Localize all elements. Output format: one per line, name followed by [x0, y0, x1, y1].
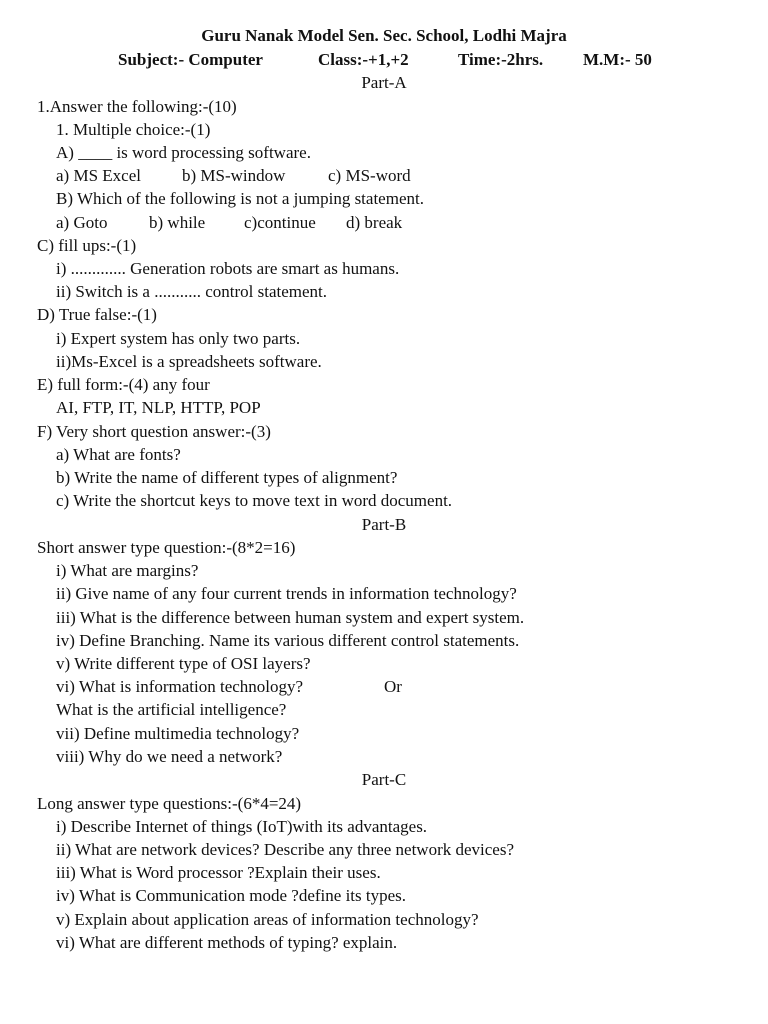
short-q-viii: viii) Why do we need a network?	[56, 747, 283, 766]
long-q-ii: ii) What are network devices? Describe any three network devices?	[56, 840, 515, 859]
class-label: Class:-+1,+2	[318, 50, 409, 69]
long-q-i: i) Describe Internet of things (IoT)with its advantages.	[56, 817, 428, 836]
short-q-ii: ii) Give name of any four current trends in information technology?	[56, 584, 517, 603]
true-false-ii: ii)Ms-Excel is a spreadsheets software.	[56, 352, 322, 371]
subject-row	[0, 50, 768, 70]
short-q-vi: vi) What is information technology?	[56, 677, 304, 696]
mc-question-a: A) ____ is word processing software.	[56, 143, 311, 162]
long-answer-heading: Long answer type questions:-(6*4=24)	[37, 794, 302, 813]
school-name: Guru Nanak Model Sen. Sec. School, Lodhi Majra	[201, 26, 567, 45]
mc-b-option-a: a) Goto	[56, 213, 108, 232]
short-q-v: v) Write different type of OSI layers?	[56, 654, 311, 673]
short-q-iv: iv) Define Branching. Name its various different control statements.	[56, 631, 520, 650]
fill-ups-heading: C) fill ups:-(1)	[37, 236, 137, 255]
long-q-iv: iv) What is Communication mode ?define its types.	[56, 886, 407, 905]
fill-up-ii: ii) Switch is a ........... control statement.	[56, 282, 328, 301]
marks-label: M.M:- 50	[583, 50, 652, 69]
multiple-choice-heading: 1. Multiple choice:-(1)	[56, 120, 211, 139]
very-short-b: b) Write the name of different types of alignment?	[56, 468, 398, 487]
full-form-list: AI, FTP, IT, NLP, HTTP, POP	[56, 398, 261, 417]
true-false-i: i) Expert system has only two parts.	[56, 329, 301, 348]
short-q-vii: vii) Define multimedia technology?	[56, 724, 300, 743]
long-q-iii: iii) What is Word processor ?Explain their uses.	[56, 863, 381, 882]
full-form-heading: E) full form:-(4) any four	[37, 375, 210, 394]
short-q-vi-alt: What is the artificial intelligence?	[56, 700, 287, 719]
very-short-heading: F) Very short question answer:-(3)	[37, 422, 271, 441]
long-q-vi: vi) What are different methods of typing? explain.	[56, 933, 398, 952]
time-label: Time:-2hrs.	[458, 50, 544, 69]
very-short-c: c) Write the shortcut keys to move text in word document.	[56, 491, 453, 510]
short-q-i: i) What are margins?	[56, 561, 199, 580]
part-b-title: Part-B	[361, 515, 407, 534]
short-q-iii: iii) What is the difference between human system and expert system.	[56, 608, 525, 627]
mc-question-b: B) Which of the following is not a jumping statement.	[56, 189, 424, 208]
mc-b-option-b: b) while	[149, 213, 206, 232]
mc-a-option-b: b) MS-window	[182, 166, 286, 185]
long-q-v: v) Explain about application areas of information technology?	[56, 910, 479, 929]
mc-a-option-a: a) MS Excel	[56, 166, 141, 185]
true-false-heading: D) True false:-(1)	[37, 305, 157, 324]
mc-a-option-c: c) MS-word	[328, 166, 411, 185]
very-short-a: a) What are fonts?	[56, 445, 181, 464]
mc-b-option-c: c)continue	[244, 213, 316, 232]
question-1-heading: 1.Answer the following:-(10)	[37, 97, 237, 116]
short-q-vi-or: Or	[384, 677, 402, 696]
mc-b-option-d: d) break	[346, 213, 403, 232]
short-answer-heading: Short answer type question:-(8*2=16)	[37, 538, 296, 557]
subject-label: Subject:- Computer	[118, 50, 263, 69]
part-a-title: Part-A	[361, 73, 407, 92]
part-c-title: Part-C	[361, 770, 407, 789]
fill-up-i: i) ............. Generation robots are smart as humans.	[56, 259, 400, 278]
